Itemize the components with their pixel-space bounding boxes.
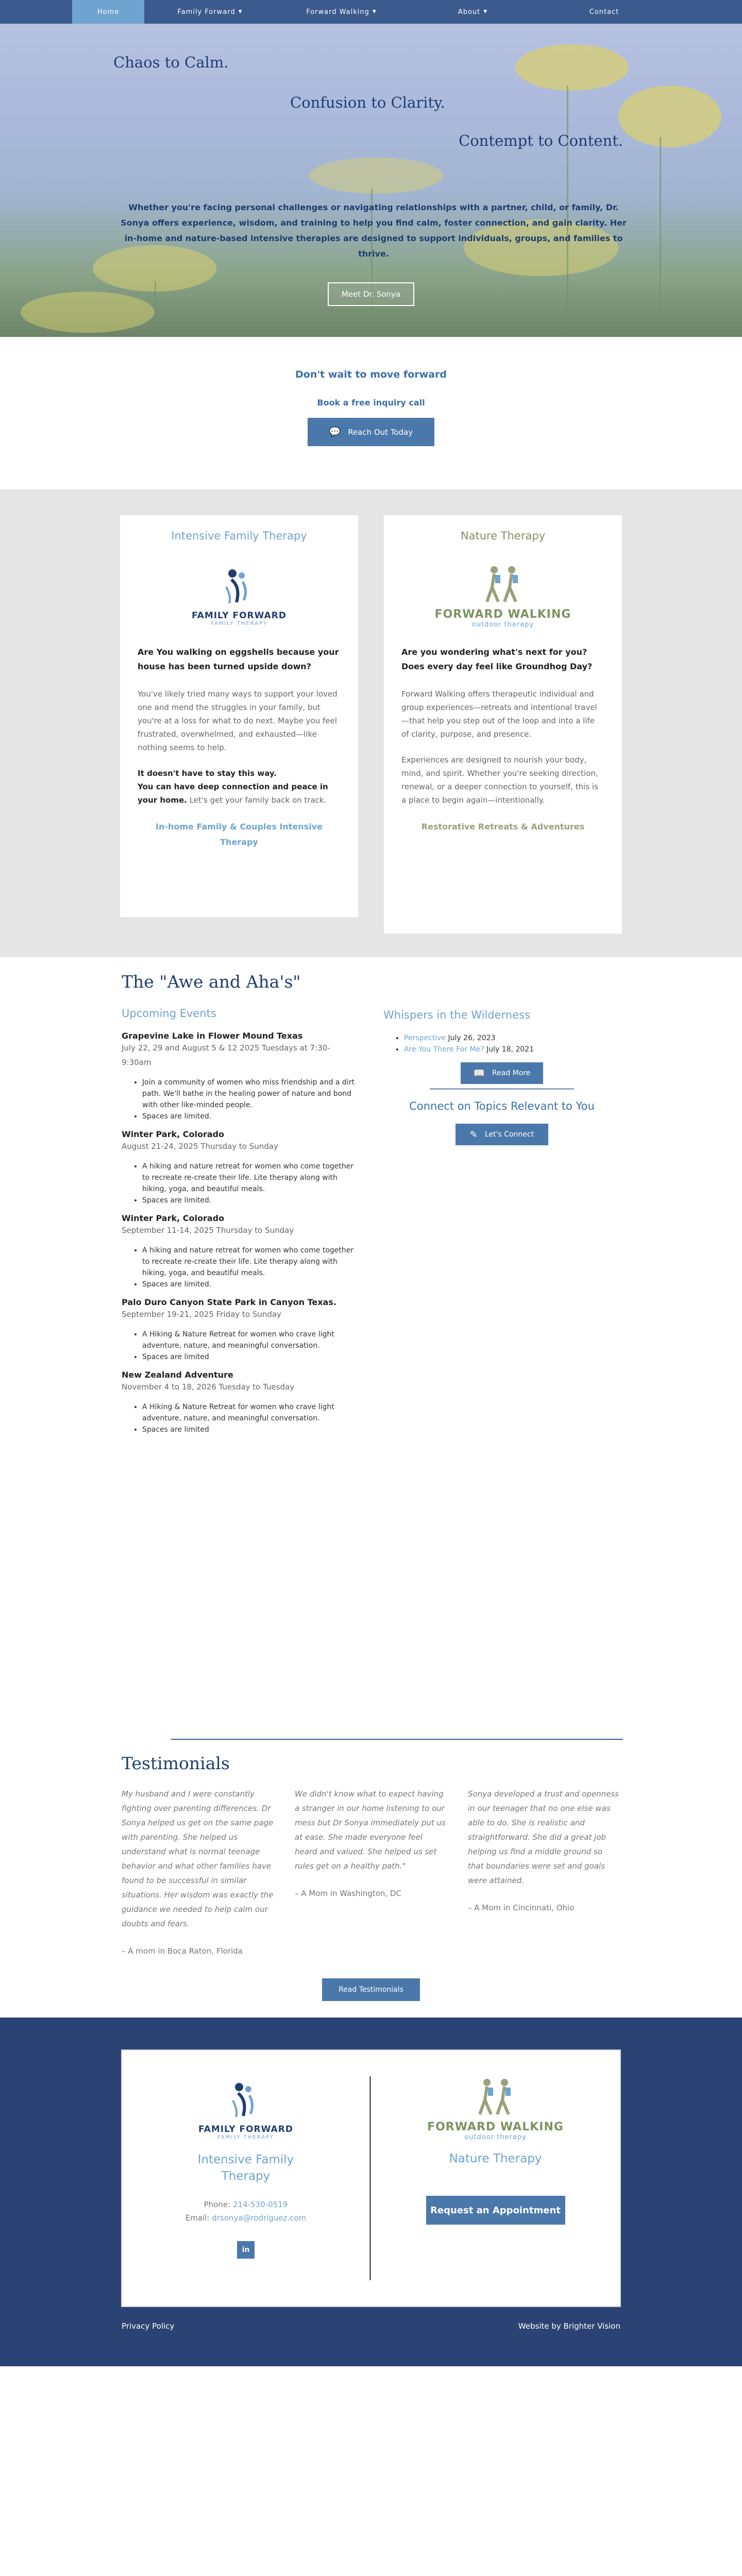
family-forward-logo	[198, 2076, 293, 2143]
awe-title: The "Awe and Aha's"	[122, 972, 301, 992]
nature-therapy-card	[384, 515, 622, 934]
awe-section	[0, 957, 742, 1443]
hero-line-2: Confusion to Clarity.	[290, 94, 445, 111]
hero-line-3: Contempt to Content.	[459, 132, 623, 149]
family-card-body: You've likely tried many ways to support your loved one and mend the struggles in your family, but you're at a loss for what to do next. Maybe you feel frustrated, overwhelmed, and exhausted—like nothing seems to help.	[138, 689, 338, 752]
hero-line-1: Chaos to Calm.	[113, 54, 229, 71]
whispers-list	[383, 1032, 620, 1055]
whisper-date: July 18, 2021	[486, 1045, 534, 1054]
nav-about-label: About	[458, 8, 481, 16]
chevron-down-icon: ▼	[238, 9, 243, 14]
event-bullet: • Spaces are limited.	[142, 1195, 359, 1206]
read-more-button[interactable]	[461, 1062, 543, 1084]
forward-walking-logo	[427, 2075, 564, 2142]
event-item	[122, 1031, 359, 1122]
linkedin-icon[interactable]: in	[237, 2241, 255, 2259]
phone-label: Phone:	[204, 2200, 231, 2209]
walking-hikers-icon	[467, 2076, 524, 2117]
whisper-date: July 26, 2023	[448, 1034, 496, 1042]
nav-about[interactable]	[407, 0, 538, 24]
meet-dr-sonya-button[interactable]: Meet Dr. Sonya	[328, 282, 414, 306]
whispers-column	[383, 957, 620, 1443]
phone-row	[185, 2198, 307, 2211]
footer-box	[121, 2049, 621, 2307]
privacy-policy-link[interactable]: Privacy Policy	[122, 2321, 175, 2331]
event-bullet: • Spaces are limited.	[142, 1279, 359, 1290]
nature-card-heading: Nature Therapy	[460, 530, 546, 542]
request-appointment-button[interactable]: Request an Appointment	[426, 2196, 565, 2225]
footer	[0, 2018, 742, 2366]
read-more-label: Read More	[492, 1069, 531, 1077]
nav-forward-walking-label: Forward Walking	[306, 8, 369, 16]
read-testimonials-wrap	[122, 1978, 620, 2001]
family-figures-icon	[211, 566, 267, 607]
connect-wrap	[383, 1124, 620, 1145]
divider	[430, 1088, 574, 1090]
forward-walking-logo	[401, 563, 604, 630]
testimonial-item	[295, 1787, 447, 1956]
book-icon: 📖	[473, 1067, 485, 1079]
family-card-tail: Let's get your family back on track.	[189, 795, 327, 805]
cta-section	[0, 337, 742, 489]
top-navbar	[0, 0, 742, 24]
email-link[interactable]: drsonya@rodriguez.com	[212, 2213, 307, 2223]
family-logo-name: FAMILY FORWARD	[198, 2124, 293, 2134]
family-card-strong-1: It doesn't have to stay this way.	[138, 769, 277, 778]
event-title: Grapevine Lake in Flower Mound Texas	[122, 1031, 303, 1041]
footer-contact	[185, 2198, 307, 2225]
events-column	[122, 957, 359, 1443]
walking-hikers-icon	[475, 564, 531, 605]
footer-right-heading: Nature Therapy	[449, 2152, 542, 2165]
footer-left-column	[122, 2076, 371, 2280]
website-credit-link[interactable]: Website by Brighter Vision	[518, 2321, 620, 2331]
event-title: New Zealand Adventure	[122, 1370, 233, 1380]
footer-bar	[0, 2307, 742, 2331]
testimonial-author: – A mom in Boca Raton, Florida	[122, 1946, 243, 1956]
event-title: Winter Park, Colorado	[122, 1213, 225, 1223]
in-home-therapy-link[interactable]: In-home Family & Couples Intensive Therapy	[156, 822, 323, 847]
event-bullet: • A hiking and nature retreat for women who come together to recreate re-create their life. Lite therapy along with hiking, yoga, and beautiful meals.	[142, 1245, 359, 1279]
services-section	[0, 489, 742, 957]
testimonial-item	[122, 1787, 274, 1956]
testimonial-author: – A Mom in Washington, DC	[295, 1889, 401, 1898]
nav-home[interactable]	[72, 0, 144, 24]
email-label: Email:	[185, 2213, 210, 2223]
nav-family-forward-label: Family Forward	[177, 8, 235, 16]
event-bullet: • A hiking and nature retreat for women who come together to recreate re-create their life. Lite therapy along with hiking, yoga, and beautiful meals.	[142, 1161, 359, 1195]
event-bullet: • A Hiking & Nature Retreat for women who crave light adventure, nature, and meaningful conversation.	[142, 1329, 359, 1351]
event-date: September 11-14, 2025 Thursday to Sunday	[122, 1226, 294, 1235]
event-title: Winter Park, Colorado	[122, 1129, 225, 1139]
cta-subtitle: Book a free inquiry call	[317, 398, 425, 408]
footer-right-column	[371, 2050, 620, 2306]
nature-card-question: Are you wondering what's next for you? Does every day feel like Groundhog Day?	[401, 647, 593, 671]
event-bullet: • Join a community of women who miss friendship and a dirt path. We'll bathe in the healing power of nature and bond with other like-minded people.	[142, 1077, 359, 1111]
edit-icon: ✎	[469, 1129, 478, 1140]
event-bullet: • Spaces are limited	[142, 1424, 359, 1435]
event-date: July 22, 29 and August 5 & 12 2025 Tuesdays at 7:30-9:30am	[122, 1043, 330, 1067]
event-item	[122, 1297, 359, 1363]
family-figures-icon	[217, 2080, 274, 2121]
testimonial-quote: We didn't know what to expect having a stranger in our home listening to our mess but Dr Sonya immediately put us at ease. She made everyone feel heard and valued. She helped us set rules get on a healthy path."	[295, 1789, 446, 1871]
walking-logo-name: FORWARD WALKING	[427, 2121, 564, 2133]
divider	[171, 1739, 623, 1740]
event-date: August 21-24, 2025 Thursday to Sunday	[122, 1142, 278, 1151]
nav-home-label: Home	[97, 8, 120, 16]
event-bullet: • Spaces are limited	[142, 1351, 359, 1363]
events-heading: Upcoming Events	[122, 1007, 216, 1020]
restorative-retreats-link[interactable]: Restorative Retreats & Adventures	[421, 822, 585, 832]
whisper-link-perspective[interactable]: Perspective	[404, 1034, 446, 1042]
cta-title: Don't wait to move forward	[295, 369, 447, 380]
reach-out-label: Reach Out Today	[348, 427, 413, 437]
whisper-item	[404, 1032, 620, 1044]
connect-heading: Connect on Topics Relevant to You	[409, 1100, 595, 1112]
read-testimonials-button[interactable]: Read Testimonials	[322, 1978, 420, 2001]
family-card-question: Are You walking on eggshells because your house has been turned upside down?	[138, 647, 339, 671]
phone-link[interactable]: 214-530-0519	[233, 2200, 288, 2209]
lets-connect-button[interactable]	[456, 1124, 548, 1145]
nav-forward-walking[interactable]	[276, 0, 407, 24]
testimonial-item	[468, 1787, 620, 1956]
family-therapy-card	[120, 515, 358, 917]
family-card-strong	[138, 767, 341, 807]
read-more-wrap	[383, 1062, 620, 1084]
event-bullet: • Spaces are limited.	[142, 1111, 359, 1122]
testimonial-quote: My husband and I were constantly fighting over parenting differences. Dr Sonya helped us get on the same page with parenting. She helped us understand what is normal teenage behavior and what other families have found to be successful in similar situations. Her wisdom was exactly the guidance we needed to help calm our doubts and fears.	[122, 1789, 274, 1928]
event-title: Palo Duro Canyon State Park in Canyon Texas.	[122, 1297, 336, 1307]
hero-intro: Whether you're facing personal challenges or navigating relationships with a partner, child, or family, Dr. Sonya offers experience, wisdom, and training to help you find calm, foster connection, and gain clarity. Her in-home and nature-based intensive therapies are designed to support individuals, groups, and families to thrive.	[121, 202, 627, 259]
event-date: September 19-21, 2025 Friday to Sunday	[122, 1310, 281, 1319]
testimonial-quote: Sonya developed a trust and openness in our teenager that no one else was able to do. She is realistic and straightforward. She did a great job helping us find a middle ground so that boundaries were set and goals were attained.	[468, 1789, 619, 1885]
event-bullet: • A Hiking & Nature Retreat for women who crave light adventure, nature, and meaningful conversation.	[142, 1401, 359, 1424]
family-logo-name: FAMILY FORWARD	[192, 610, 286, 621]
family-card-strong-2: You can have deep connection and peace in your home.	[138, 782, 328, 805]
email-row	[185, 2211, 307, 2225]
nature-card-body-2: Experiences are designed to nourish your body, mind, and spirit. Whether you're seeking direction, renewal, or a deeper connection to yourself, this is a place to begin again—intentionally.	[401, 755, 598, 805]
event-item	[122, 1370, 359, 1435]
event-item	[122, 1213, 359, 1290]
family-logo-sub: FAMILY THERAPY	[210, 620, 268, 626]
nav-contact[interactable]	[538, 0, 670, 24]
whispers-heading: Whispers in the Wilderness	[383, 1009, 530, 1021]
whisper-link-are-you-there[interactable]: Are You There For Me?	[404, 1045, 484, 1054]
nav-family-forward[interactable]	[144, 0, 276, 24]
chat-bubble-icon: 💬	[329, 427, 341, 437]
walking-logo-sub: outdoor therapy	[471, 621, 534, 629]
whisper-item	[404, 1044, 620, 1055]
chevron-down-icon: ▼	[372, 9, 377, 14]
testimonials-list	[122, 1787, 620, 1956]
walking-logo-name: FORWARD WALKING	[434, 608, 571, 621]
testimonials-section	[0, 1739, 742, 2001]
footer-left-heading: Intensive Family Therapy	[197, 2153, 294, 2183]
event-item	[122, 1129, 359, 1206]
family-logo-sub: FAMILY THERAPY	[217, 2134, 274, 2140]
nature-card-body-1: Forward Walking offers therapeutic individual and group experiences—retreats and intentional travel—that help you step out of the loop and into a life of clarity, purpose, and presence.	[401, 689, 597, 739]
family-forward-logo	[138, 563, 341, 630]
lets-connect-label: Let's Connect	[484, 1130, 534, 1139]
testimonial-author: – A Mom in Cincinnati, Ohio	[468, 1903, 575, 1912]
hero-section	[0, 24, 742, 337]
chevron-down-icon: ▼	[483, 9, 488, 14]
testimonials-heading: Testimonials	[122, 1753, 230, 1773]
nav-contact-label: Contact	[589, 8, 619, 16]
family-card-heading: Intensive Family Therapy	[171, 530, 307, 542]
walking-logo-sub: outdoor therapy	[464, 2133, 527, 2141]
reach-out-button[interactable]	[308, 418, 434, 446]
event-date: November 4 to 18, 2026 Tuesday to Tuesday	[122, 1382, 295, 1392]
